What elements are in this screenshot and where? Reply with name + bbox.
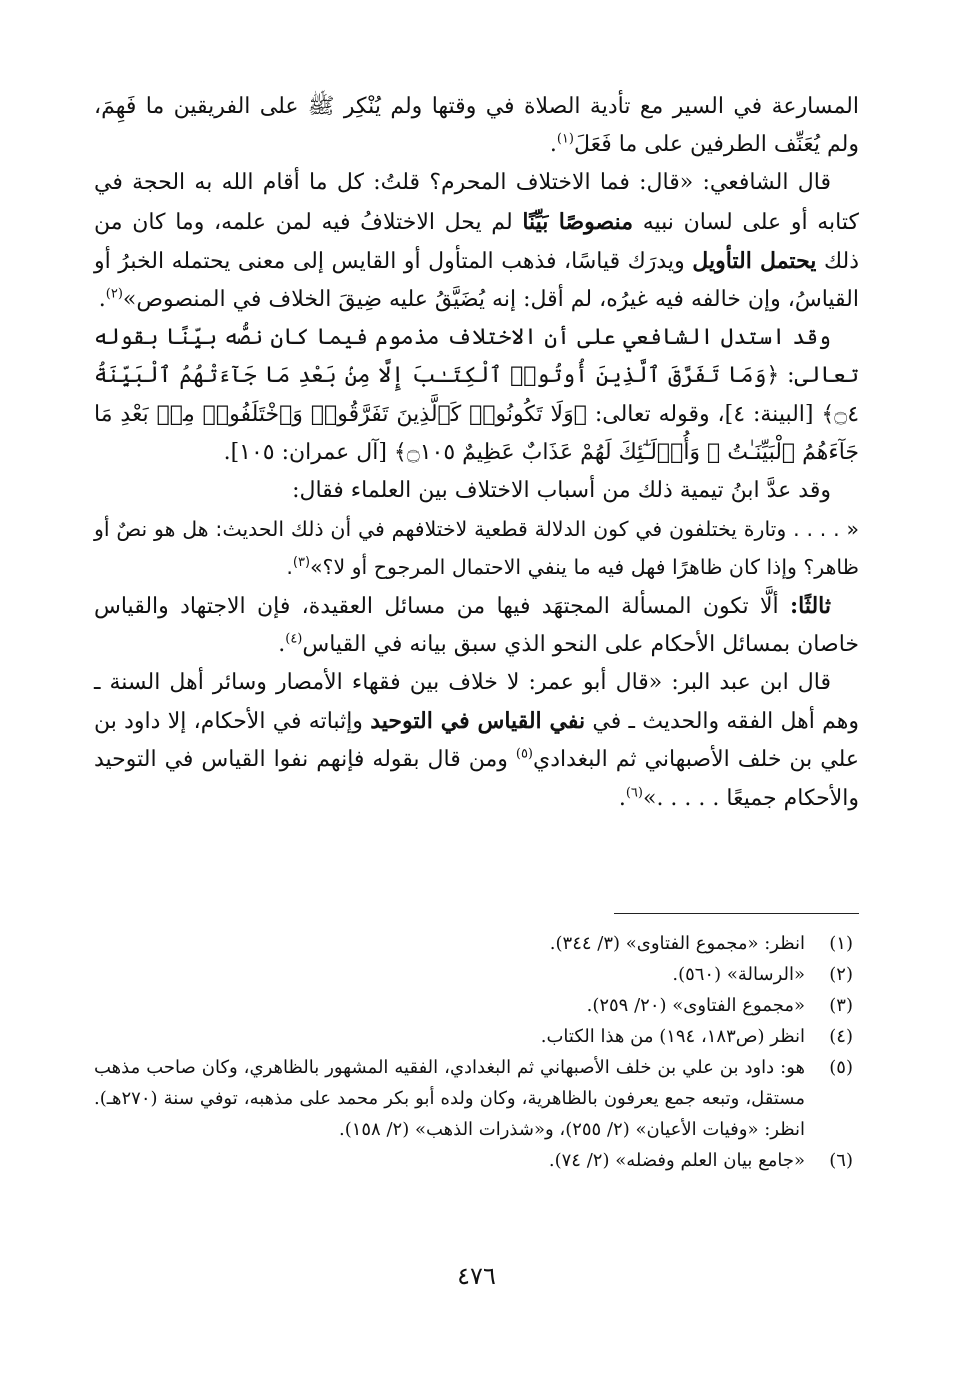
footnote-text: «جامع بيان العلم وفضله» (٢/ ٧٤). [548, 1150, 805, 1171]
paragraph-7-text-a: قال ابن عبد البر: «قال أبو عمر: لا خلاف بين فقهاء الأمصار وسائر أهل السنة ـ وهم أهل الفقه والحديث ـ في [94, 670, 860, 735]
paragraph-7 [94, 664, 859, 818]
paragraph-7-text-b: وإثباته في الأحكام، إلا داود بن علي بن خلف الأصبهاني ثم البغدادي [94, 709, 860, 773]
footnote-text: «مجموع الفتاوى» (٢٠/ ٢٥٩). [586, 995, 805, 1016]
paragraph-5-end: . [286, 555, 293, 580]
paragraph-2 [94, 164, 859, 319]
paragraph-2-bold-1: منصوصًا بَيِّنًا [522, 208, 634, 235]
paragraph-1 [94, 88, 859, 164]
footnotes [94, 928, 853, 1176]
paragraph-2-text-b: لم يحل الاختلافُ فيه لمن علمه، وما كان من ذلك [94, 209, 859, 274]
paragraph-5-quote [94, 510, 859, 586]
paragraph-6-heading: ثالثًا: [790, 592, 831, 619]
footnote-number: (٦) [829, 1150, 853, 1171]
footnote-number: (٣) [829, 995, 853, 1016]
footnote-ref-3: (٣) [292, 555, 311, 571]
paragraph-2-text-a: قال الشافعي: «قال: فما الاختلاف المحرم؟ قلتُ: كل ما أقام الله به الحجة في كتابه أو على لسان نبيه [94, 170, 859, 235]
paragraph-3: وقد استدل الشافعي على أن الاختلاف مذموم فيما كان نصُّه بيِّنًا بقوله تعالى: ﴿وَمَا تَفَرَّقَ ٱلَّذِينَ أُوتُوا۟ ٱلْكِتَـٰبَ إِلَّا مِنۢ بَعْدِ مَا جَآءَتْهُمُ ٱلْبَيِّنَةُ ۝٤﴾ [البينة: ٤]، وقوله تعالى: ﴿وَلَا تَكُونُوا۟ كَٱلَّذِينَ تَفَرَّقُوا۟ وَٱخْتَلَفُوا۟ مِنۢ بَعْدِ مَا جَآءَهُمُ ٱلْبَيِّنَـٰتُ ۚ وَأُو۟لَـٰٓئِكَ لَهُمْ عَذَابٌ عَظِيمٌ ۝١٠٥﴾ [آل عمران: ١٠٥]. [94, 325, 860, 465]
paragraph-7-text-c: ومن قال بقوله فإنهم نفوا القياس في التوحيد والأحكام جميعًا . . . . .» [94, 747, 859, 811]
footnote-text: انظر: «مجموع الفتاوى» (٣/ ٣٤٤). [549, 933, 805, 954]
paragraph-6-text: ألَّا تكون المسألة المجتهَد فيها من مسائل العقيدة، فإن الاجتهاد والقياس خاصان بمسائل الأحكام على النحو الذي سبق بيانه في القياس [94, 593, 859, 657]
footnote-number: (٤) [829, 1026, 853, 1047]
footnote-ref-2: (٢) [105, 286, 123, 302]
footnote-ref-1: (١) [556, 131, 574, 147]
paragraph-5-text: « . . . . وتارة يختلفون في كون الدلالة قطعية لاختلافهم في أن ذلك الحديث: هل هو نصٌ أو ظاهر؟ وإذا كان ظاهرًا فهل فيه ما ينفي الاحتمال المرجوح أو لا؟» [94, 517, 859, 580]
main-text [94, 88, 859, 818]
paragraph-7-end: . [618, 785, 626, 811]
footnote-4 [94, 1021, 853, 1052]
paragraph-7-bold: نفي القياس في التوحيد [370, 708, 586, 735]
footnote-2 [94, 959, 853, 990]
footnote-text: انظر (ص١٨٣، ١٩٤) من هذا الكتاب. [540, 1026, 805, 1047]
footnote-number: (٢) [829, 964, 853, 985]
footnote-ref-5: (٥) [515, 747, 533, 763]
paragraph-2-end: . [98, 287, 106, 313]
footnote-ref-4: (٤) [285, 631, 303, 647]
footnote-number: (١) [829, 933, 853, 954]
footnote-separator [614, 913, 859, 914]
footnote-text: هو: داود بن علي بن خلف الأصبهاني ثم البغدادي، الفقيه المشهور بالظاهري، وكان صاحب مذهب مستقل، وتبعه جمع يعرفون بالظاهرية، وكان ولده أبو بكر محمد على مذهبه، توفي سنة (٢٧٠هـ). انظر: «وفيات الأعيان» (٢/ ٢٥٥)، و«شذرات الذهب» (٢/ ١٥٨). [94, 1057, 805, 1140]
paragraph-2-text-c: ويدرَك قياسًا، فذهب المتأول أو القايس إلى معنى يحتمله الخبرُ أو القياسُ، وإن خالفه فيه غيرُه، لم أقل: إنه يُضَيَّقُ عليه ضِيقَ الخلاف في المنصوص» [94, 248, 859, 313]
paragraph-4: وقد عدَّ ابنُ تيمية ذلك من أسباب الاختلاف بين العلماء فقال: [292, 478, 831, 504]
footnote-5 [94, 1052, 853, 1145]
footnote-1 [94, 928, 853, 959]
paragraph-2-bold-2: يحتمل التأويل [692, 247, 817, 274]
footnote-text: «الرسالة» (٥٦٠). [672, 964, 805, 985]
footnote-ref-6: (٦) [625, 785, 643, 801]
page-number: ٤٧٦ [457, 1262, 496, 1290]
paragraph-1-text: المسارعة في السير مع تأدية الصلاة في وقتها ولم يُنْكِر ﷺ على الفريقين ما فَهِمَ، ولم يُعَنِّف الطرفين على ما فَعَلَ [94, 94, 859, 158]
footnote-6 [94, 1145, 853, 1176]
paragraph-6-end: . [278, 631, 286, 657]
footnote-3 [94, 990, 853, 1021]
paragraph-6 [94, 587, 859, 664]
footnote-number: (٥) [829, 1057, 853, 1078]
paragraph-1-end: . [549, 132, 557, 158]
